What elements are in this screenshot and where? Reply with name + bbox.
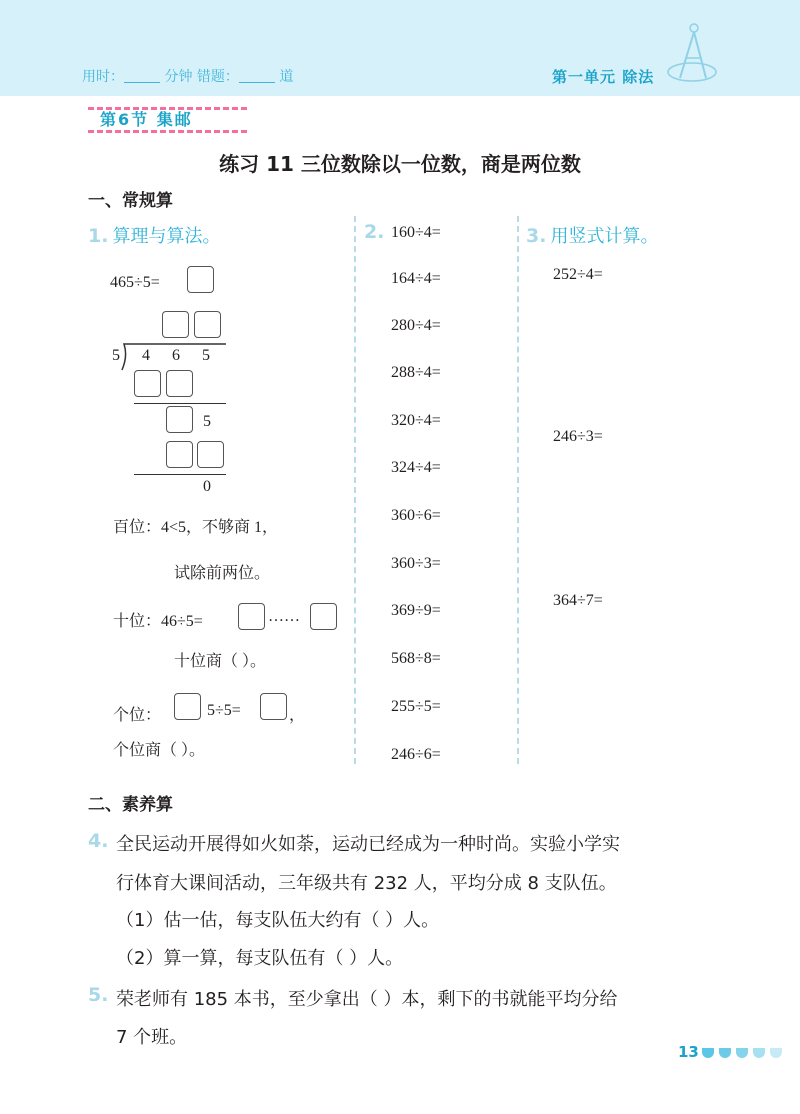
q2-number: 2.: [364, 221, 385, 243]
column-divider-2: [517, 216, 519, 764]
page-number: 13: [678, 1043, 699, 1061]
q3-number: 3.: [526, 225, 547, 247]
page-dot-icon: [753, 1048, 765, 1058]
q1-equation: 465÷5=: [110, 274, 160, 291]
quotient-box-ones[interactable]: [194, 311, 221, 338]
q2-item: 369÷9=: [391, 602, 441, 619]
product2-box-2[interactable]: [197, 441, 224, 468]
product-box-2[interactable]: [166, 370, 193, 397]
page-dot-icon: [736, 1048, 748, 1058]
q3-item: 364÷7=: [553, 592, 603, 609]
q2-item: 246÷6=: [391, 746, 441, 763]
q1-heading: [88, 222, 220, 248]
q2-item: 568÷8=: [391, 650, 441, 667]
q3-item: 246÷3=: [553, 428, 603, 445]
q3-title: 用竖式计算。: [550, 226, 659, 247]
ones-box-1[interactable]: [174, 693, 201, 720]
q5-text-line1: 荣老师有 185 本书，至少拿出（ ）本，剩下的书就能平均分给: [116, 989, 618, 1010]
q4-number: 4.: [88, 830, 109, 852]
ones-quotient-text: 个位商（ ）。: [113, 742, 206, 759]
division-line-2: [134, 474, 226, 475]
dividend-digit-2: 6: [172, 347, 180, 364]
time-blank[interactable]: [124, 69, 160, 83]
q1-answer-box[interactable]: [187, 266, 214, 293]
unit-title: 第一单元 除法: [552, 68, 655, 86]
ones-step: 个位：: [113, 707, 162, 724]
tens-step: 十位：46÷5=: [113, 613, 203, 630]
product2-box-1[interactable]: [166, 441, 193, 468]
q2-item: 255÷5=: [391, 698, 441, 715]
tens-quotient-box[interactable]: [238, 603, 265, 630]
lesson-title: 练习 11 三位数除以一位数，商是两位数: [219, 152, 581, 176]
q2-item: 164÷4=: [391, 270, 441, 287]
division-line-1: [134, 403, 226, 404]
q1-number: 1.: [88, 225, 109, 247]
ones-equation: 5÷5=: [207, 702, 241, 719]
q4-sub2: （2）算一算，每支队伍有（ ）人。: [116, 948, 404, 969]
hundreds-step: 百位：4<5，不够商 1，: [113, 519, 279, 536]
part2-title: 二、素养算: [88, 795, 173, 815]
errors-blank[interactable]: [239, 69, 275, 83]
q2-item: 280÷4=: [391, 317, 441, 334]
q2-item: 360÷6=: [391, 507, 441, 524]
time-label: 用时：: [82, 69, 124, 85]
timer-line: [82, 66, 293, 86]
tens-dots: ……: [268, 608, 300, 625]
q3-heading: [526, 222, 658, 248]
divisor: 5: [112, 347, 120, 364]
ones-comma: ，: [289, 707, 306, 724]
tens-quotient-text: 十位商（ ）。: [174, 653, 267, 670]
page-dot-icon: [702, 1048, 714, 1058]
part1-title: 一、常规算: [88, 191, 173, 211]
compass-icon: [660, 18, 720, 88]
hundreds-step-note: 试除前两位。: [174, 565, 271, 582]
q2-item: 324÷4=: [391, 459, 441, 476]
q3-item: 252÷4=: [553, 266, 603, 283]
q5-text-line2: 7 个班。: [116, 1027, 188, 1048]
q2-item: 320÷4=: [391, 412, 441, 429]
dividend-digit-1: 4: [142, 347, 150, 364]
page-dot-icon: [770, 1048, 782, 1058]
q2-item: 160÷4=: [391, 224, 441, 241]
column-divider-1: [354, 216, 356, 764]
q4-text-line1: 全民运动开展得如火如荼，运动已经成为一种时尚。实验小学实: [116, 834, 620, 855]
q4-sub1: （1）估一估，每支队伍大约有（ ）人。: [116, 910, 440, 931]
q1-title: 算理与算法。: [112, 226, 221, 247]
brought-down-digit: 5: [203, 413, 211, 430]
count-label: 道: [279, 69, 294, 85]
ones-box-2[interactable]: [260, 693, 287, 720]
q4-text-line2: 行体育大课间活动，三年级共有 232 人，平均分成 8 支队伍。: [116, 873, 617, 894]
minute-label: 分钟: [164, 69, 193, 85]
product-box-1[interactable]: [134, 370, 161, 397]
quotient-box-tens[interactable]: [162, 311, 189, 338]
q5-number: 5.: [88, 984, 109, 1006]
section-label: 第6节 集邮: [100, 110, 193, 129]
dividend-digit-3: 5: [202, 347, 210, 364]
page-dot-icon: [719, 1048, 731, 1058]
section-tag: [88, 107, 248, 133]
remainder-box[interactable]: [166, 406, 193, 433]
q2-item: 288÷4=: [391, 364, 441, 381]
q2-item: 360÷3=: [391, 555, 441, 572]
tens-remainder-box[interactable]: [310, 603, 337, 630]
final-remainder: 0: [203, 478, 211, 495]
errors-label: 错题：: [196, 69, 239, 85]
